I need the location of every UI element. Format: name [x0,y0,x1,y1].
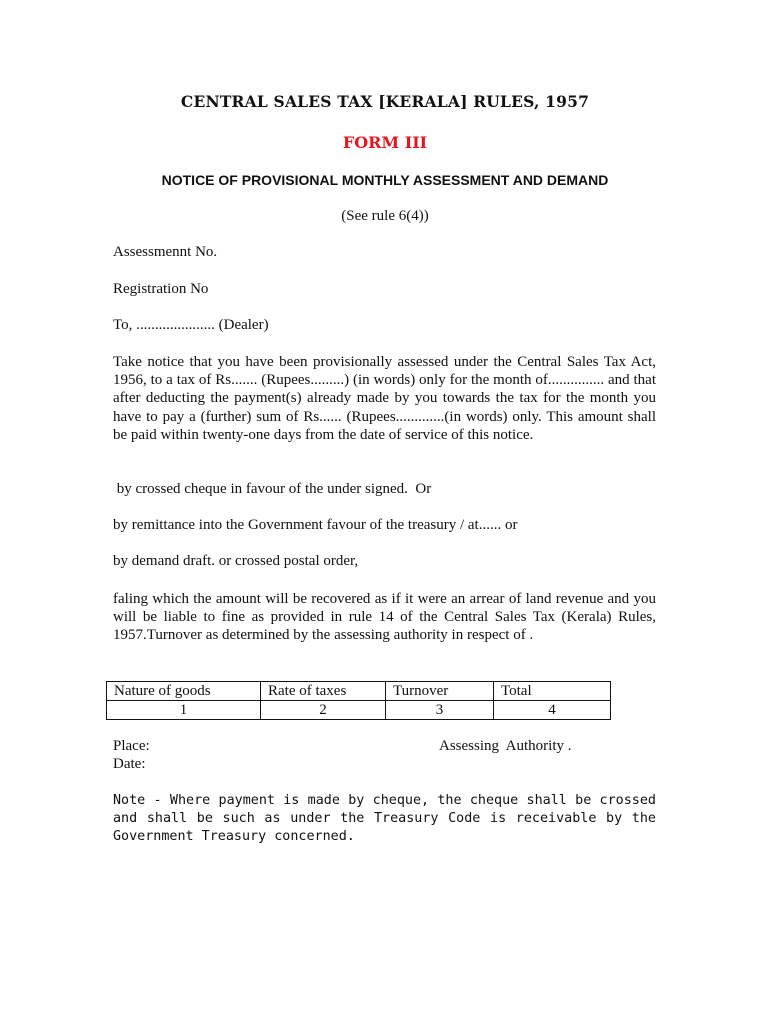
payment-note: Note - Where payment is made by cheque, the cheque shall be crossed and shall be such as under the Treasury Code is receivable by the Government Treasury concerned. [113,793,656,845]
payment-option-remittance: by remittance into the Government favour of the treasury / at...... or [113,517,518,533]
table-cell: 2 [261,701,386,720]
table-header-row [107,682,611,701]
payment-option-cheque: by crossed cheque in favour of the under signed. Or [113,481,432,497]
table-cell: 4 [494,701,611,720]
table-header-cell: Total [494,682,611,701]
dealer-address-line: To, ..................... (Dealer) [113,317,269,333]
notice-title: NOTICE OF PROVISIONAL MONTHLY ASSESSMENT AND DEMAND [161,172,609,188]
date-label: Date: [113,756,146,772]
rule-reference: (See rule 6(4)) [341,208,429,224]
assessment-number-label: Assessmennt No. [113,244,218,260]
assessing-authority-label: Assessing Authority . [439,738,572,754]
failing-paragraph: faling which the amount will be recovered as if it were an arrear of land revenue and you will be liable to fine as provided in rule 14 of the Central Sales Tax (Kerala) Rules, 1957.Turnover as determined by the assessing authority in respect of . [113,591,656,644]
table-cell: 3 [386,701,494,720]
payment-option-draft: by demand draft. or crossed postal order, [113,553,359,569]
place-label: Place: [113,738,150,754]
notice-paragraph: Take notice that you have been provisionally assessed under the Central Sales Tax Act, 1956, to a tax of Rs....... (Rupees.........) (in words) only for the month of............... and that after deducting the payment(s) already made by you towards the tax for the month you have to pay a (further) sum of Rs...... (Rupees.............(in words) only. This amount shall be paid within twenty-one days from the date of service of this notice. [113,354,656,443]
table-cell: 1 [107,701,261,720]
table-header-cell: Nature of goods [107,682,261,701]
turnover-table [106,681,611,720]
table-header-cell: Turnover [386,682,494,701]
table-header-cell: Rate of taxes [261,682,386,701]
table-row [107,701,611,720]
registration-number-label: Registration No [113,281,209,297]
form-number: FORM III [342,133,428,152]
document-title: CENTRAL SALES TAX [KERALA] RULES, 1957 [180,92,590,111]
